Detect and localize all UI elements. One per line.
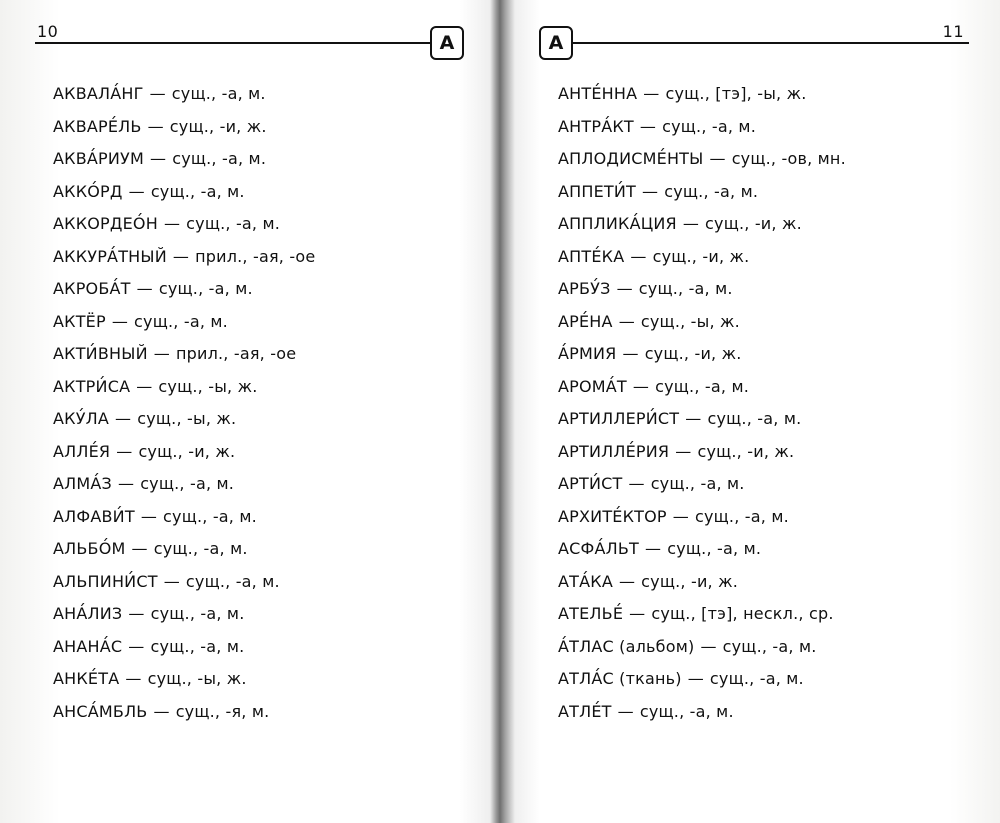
dictionary-entry	[53, 501, 315, 534]
grammar-note: прил., -ая, -ое	[195, 246, 316, 266]
grammar-note: сущ., -а, м.	[667, 539, 762, 558]
grammar-note: сущ., [тэ], нескл., ср.	[651, 604, 834, 623]
entry-dash: —	[622, 344, 639, 363]
entry-dash: —	[117, 474, 135, 493]
entry-dash: —	[153, 344, 170, 363]
entry-dash: —	[618, 311, 635, 331]
entry-list-right	[558, 78, 846, 728]
grammar-note: сущ., -а, м.	[664, 181, 759, 201]
dictionary-entry	[558, 208, 846, 241]
entry-dash: —	[115, 409, 132, 428]
grammar-note: сущ., -а, м.	[172, 149, 267, 168]
grammar-note: сущ., -а, м.	[140, 474, 235, 493]
dictionary-entry	[558, 338, 846, 371]
headword: АРХИТЕ́КТОР	[558, 506, 667, 526]
entry-dash: —	[685, 409, 702, 428]
entry-dash: —	[642, 181, 659, 201]
grammar-note: сущ., -а, м.	[186, 214, 281, 233]
dictionary-entry	[53, 306, 315, 339]
entry-dash: —	[675, 441, 692, 461]
dictionary-entry	[53, 176, 315, 209]
grammar-note: сущ., -и, ж.	[652, 246, 750, 266]
entry-dash: —	[150, 149, 167, 168]
entry-dash: —	[628, 474, 645, 493]
grammar-note: сущ., -а, м.	[153, 539, 248, 558]
entry-dash: —	[149, 84, 166, 103]
grammar-note: сущ., -а, м.	[639, 701, 734, 721]
dictionary-entry	[53, 78, 315, 111]
entry-dash: —	[645, 539, 662, 558]
entry-dash: —	[128, 636, 145, 656]
headword: АКРОБА́Т	[53, 279, 131, 298]
dictionary-entry	[53, 598, 315, 631]
grammar-note: сущ., -я, м.	[175, 701, 270, 721]
headword: АКТЁР	[53, 311, 106, 331]
entry-dash: —	[128, 604, 145, 623]
dictionary-entry	[53, 631, 315, 664]
entry-dash: —	[131, 539, 148, 558]
headword: АПТЕ́КА	[558, 246, 625, 266]
entry-dash: —	[629, 604, 646, 623]
headword: АНТРА́КТ	[558, 116, 634, 136]
entry-dash: —	[125, 669, 142, 688]
headword: АНСА́МБЛЬ	[53, 701, 148, 721]
entry-dash: —	[616, 279, 633, 298]
grammar-note: сущ., -ы, ж.	[147, 669, 247, 688]
entry-dash: —	[687, 669, 704, 688]
headword: АТЕЛЬЕ́	[558, 604, 624, 623]
headword: АРТИЛЛЕ́РИЯ	[558, 441, 670, 461]
grammar-note: сущ., -и, ж.	[697, 441, 795, 461]
headword: АТЛЕ́Т	[558, 701, 612, 721]
dictionary-entry	[53, 143, 315, 176]
headword: АРБУ́З	[558, 279, 611, 298]
headword: АКВАЛА́НГ	[53, 84, 144, 103]
headword: АППЛИКА́ЦИЯ	[558, 214, 677, 233]
grammar-note: сущ., -а, м.	[650, 474, 745, 493]
entry-dash: —	[111, 311, 129, 331]
headword: АНА́ЛИЗ	[53, 604, 123, 623]
dictionary-entry	[53, 338, 315, 371]
headword: АРОМА́Т	[558, 376, 627, 396]
entry-dash: —	[163, 571, 180, 591]
header-rule-left	[35, 42, 431, 44]
entry-dash: —	[639, 116, 657, 136]
dictionary-entry	[558, 143, 846, 176]
grammar-note: сущ., -а, м.	[662, 116, 756, 136]
dictionary-entry	[558, 696, 846, 729]
headword: АРЕ́НА	[558, 311, 613, 331]
header-rule-right	[573, 42, 969, 44]
grammar-note: сущ., -и, ж.	[644, 344, 742, 363]
headword: АСФА́ЛЬТ	[558, 539, 640, 558]
headword: АППЕТИ́Т	[558, 181, 637, 201]
dictionary-entry	[53, 241, 315, 274]
dictionary-entry	[558, 241, 846, 274]
right-page	[505, 0, 1000, 823]
entry-dash: —	[643, 84, 660, 103]
grammar-note: сущ., -ы, ж.	[640, 311, 740, 331]
dictionary-entry	[558, 78, 846, 111]
dictionary-entry	[558, 598, 846, 631]
grammar-note: сущ., -а, м.	[709, 669, 804, 688]
dictionary-entry	[558, 663, 846, 696]
dictionary-entry	[53, 468, 315, 501]
headword: АТЛА́С (ткань)	[558, 669, 682, 688]
entry-list-left	[53, 78, 315, 728]
dictionary-entry	[558, 176, 846, 209]
entry-dash: —	[618, 571, 636, 591]
page-number-right: 11	[942, 22, 964, 41]
section-letter-box-left: А	[430, 26, 464, 60]
entry-dash: —	[136, 376, 153, 396]
dictionary-entry	[558, 273, 846, 306]
dictionary-entry	[558, 403, 846, 436]
entry-dash: —	[116, 441, 133, 461]
grammar-note: сущ., -а, м.	[150, 181, 245, 201]
headword: АККО́РД	[53, 181, 123, 201]
headword: АТА́КА	[558, 571, 613, 591]
headword: АКВА́РИУМ	[53, 149, 144, 168]
dictionary-entry	[558, 501, 846, 534]
headword: АЛЬБО́М	[53, 539, 126, 558]
entry-dash: —	[632, 376, 650, 396]
grammar-note: сущ., -а, м.	[185, 571, 280, 591]
dictionary-entry	[558, 468, 846, 501]
dictionary-entry	[558, 566, 846, 599]
dictionary-entry	[53, 371, 315, 404]
grammar-note: сущ., -а, м.	[150, 604, 245, 623]
entry-dash: —	[672, 506, 689, 526]
entry-dash: —	[136, 279, 153, 298]
headword: А́ТЛАС (альбом)	[558, 636, 695, 656]
headword: А́РМИЯ	[558, 344, 617, 363]
dictionary-entry	[53, 533, 315, 566]
headword: АЛМА́З	[53, 474, 112, 493]
entry-dash: —	[172, 246, 190, 266]
entry-dash: —	[630, 246, 647, 266]
dictionary-entry	[53, 403, 315, 436]
headword: АЛЬПИНИ́СТ	[53, 571, 158, 591]
entry-dash: —	[682, 214, 700, 233]
entry-dash: —	[128, 181, 145, 201]
dictionary-entry	[53, 273, 315, 306]
dictionary-entry	[558, 533, 846, 566]
entry-dash: —	[140, 506, 158, 526]
headword: АНАНА́С	[53, 636, 123, 656]
dictionary-entry	[558, 371, 846, 404]
headword: АЛФАВИ́Т	[53, 506, 135, 526]
headword: АКУ́ЛА	[53, 409, 110, 428]
headword: АПЛОДИСМЕ́НТЫ	[558, 149, 704, 168]
grammar-note: сущ., -а, м.	[158, 279, 253, 298]
headword: АРТИ́СТ	[558, 474, 623, 493]
dictionary-entry	[53, 696, 315, 729]
headword: АККОРДЕО́Н	[53, 214, 158, 233]
entry-dash: —	[617, 701, 634, 721]
grammar-note: сущ., -а, м.	[134, 311, 228, 331]
grammar-note: сущ., -а, м.	[163, 506, 257, 526]
grammar-note: сущ., -и, ж.	[641, 571, 739, 591]
entry-dash: —	[709, 149, 726, 168]
dictionary-entry	[558, 631, 846, 664]
headword: АККУРА́ТНЫЙ	[53, 246, 167, 266]
dictionary-entry	[53, 663, 315, 696]
headword: АНТЕ́ННА	[558, 84, 638, 103]
dictionary-entry	[558, 436, 846, 469]
section-letter-box-right: А	[539, 26, 573, 60]
grammar-note: сущ., -и, ж.	[138, 441, 236, 461]
entry-dash: —	[147, 116, 164, 136]
grammar-note: сущ., -а, м.	[707, 409, 802, 428]
dictionary-entry	[558, 111, 846, 144]
grammar-note: сущ., -а, м.	[722, 636, 817, 656]
grammar-note: прил., -ая, -ое	[175, 344, 297, 363]
grammar-note: сущ., -а, м.	[171, 84, 266, 103]
headword: АКТИ́ВНЫЙ	[53, 344, 148, 363]
page-number-left: 10	[37, 22, 59, 41]
dictionary-entry	[53, 566, 315, 599]
entry-dash: —	[153, 701, 170, 721]
grammar-note: сущ., -и, ж.	[705, 214, 802, 233]
headword: АРТИЛЛЕРИ́СТ	[558, 409, 680, 428]
dictionary-entry	[53, 436, 315, 469]
left-page	[0, 0, 495, 823]
dictionary-entry	[53, 208, 315, 241]
grammar-note: сущ., -а, м.	[150, 636, 245, 656]
grammar-note: сущ., -а, м.	[638, 279, 733, 298]
grammar-note: сущ., -и, ж.	[169, 116, 267, 136]
grammar-note: сущ., [тэ], -ы, ж.	[665, 84, 807, 103]
headword: АНКЕ́ТА	[53, 669, 120, 688]
entry-dash: —	[700, 636, 717, 656]
headword: АЛЛЕ́Я	[53, 441, 111, 461]
grammar-note: сущ., -ов, мн.	[731, 149, 846, 168]
grammar-note: сущ., -ы, ж.	[158, 376, 258, 396]
dictionary-entry	[53, 111, 315, 144]
headword: АКТРИ́СА	[53, 376, 131, 396]
headword: АКВАРЕ́ЛЬ	[53, 116, 142, 136]
grammar-note: сущ., -а, м.	[694, 506, 789, 526]
grammar-note: сущ., -а, м.	[655, 376, 750, 396]
entry-dash: —	[163, 214, 181, 233]
grammar-note: сущ., -ы, ж.	[137, 409, 237, 428]
dictionary-entry	[558, 306, 846, 339]
